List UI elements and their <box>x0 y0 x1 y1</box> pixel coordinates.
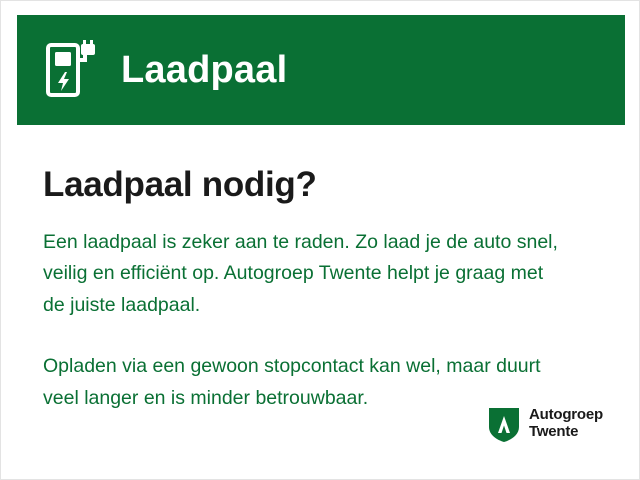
card-body <box>43 166 603 414</box>
autogroep-twente-shield-icon <box>487 405 521 443</box>
brand-logo <box>487 405 603 443</box>
logo-wordmark <box>529 407 603 441</box>
body-paragraph-1: Een laadpaal is zeker aan te raden. Zo laad je de auto snel, veilig en efficiënt op. Autogroep Twente helpt je graag met de juiste laadpaal. <box>43 230 558 316</box>
logo-line-2: Twente <box>528 423 579 440</box>
body-paragraph-2: Opladen via een gewoon stopcontact kan wel, maar duurt veel langer en is minder betrouwbaar. <box>43 355 541 409</box>
logo-line-1: Autogroep <box>528 406 603 424</box>
card-header <box>17 15 625 125</box>
headline: Laadpaal nodig? <box>43 165 317 204</box>
charging-station-icon <box>45 40 99 100</box>
page-title: Laadpaal <box>121 49 288 91</box>
